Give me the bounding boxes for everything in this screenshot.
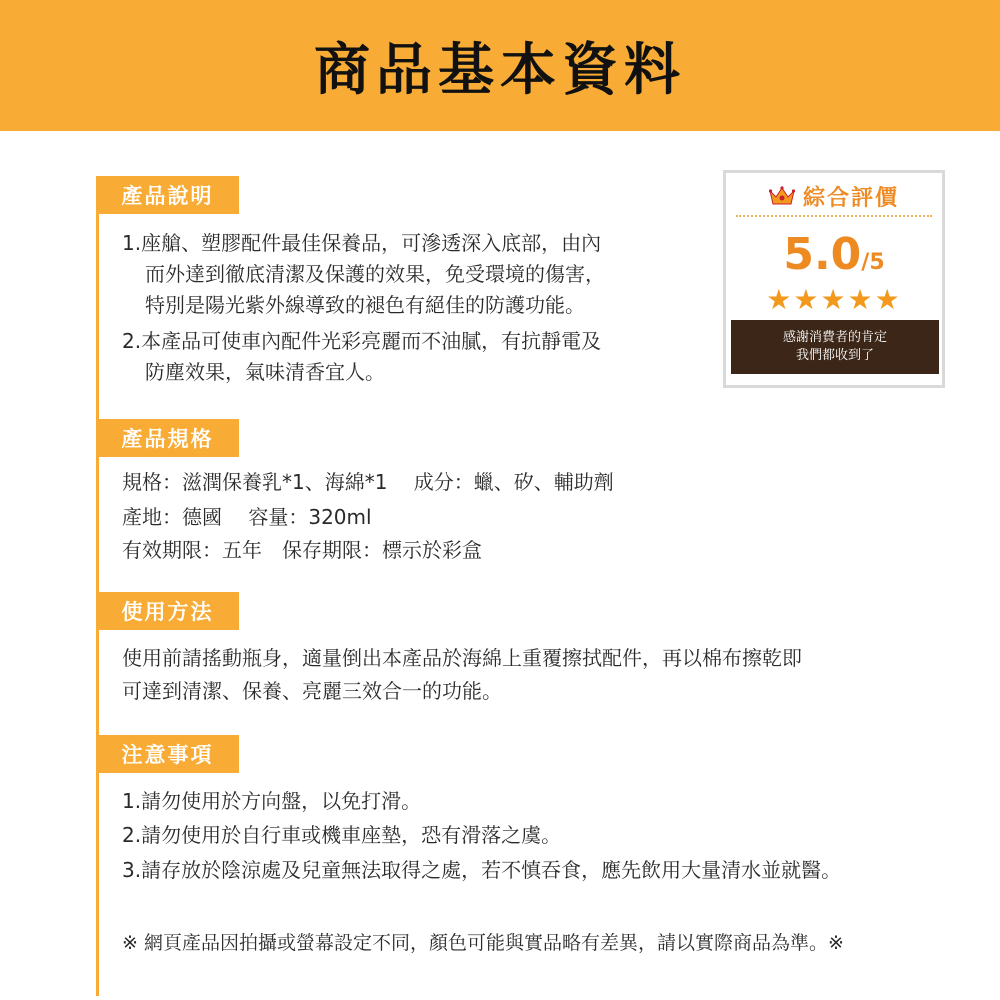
- star-icon: ★: [766, 283, 794, 316]
- rating-header: [726, 181, 942, 211]
- section-tag-usage: 使用方法: [96, 592, 239, 630]
- rating-box: [723, 170, 945, 388]
- rating-score: [726, 229, 942, 280]
- crown-icon: [769, 186, 795, 206]
- spec-line: 規格：滋潤保養乳*1、海綿*1 成分：蠟、矽、輔助劑: [122, 470, 614, 494]
- notes-line: 1.請勿使用於方向盤，以免打滑。: [122, 789, 422, 813]
- star-icon: ★: [793, 283, 821, 316]
- disclaimer: ※ 網頁產品因拍攝或螢幕設定不同，顏色可能與實品略有差異，請以實際商品為準。※: [122, 932, 844, 954]
- rating-score-max: /5: [861, 250, 885, 275]
- notes-line: 3.請存放於陰涼處及兒童無法取得之處，若不慎吞食，應先飲用大量清水並就醫。: [122, 858, 842, 882]
- description-line: 1.座艙、塑膠配件最佳保養品，可滲透深入底部，由內: [122, 231, 602, 255]
- description-line: 而外達到徹底清潔及保護的效果，免受環境的傷害，: [145, 262, 605, 286]
- page-title: 商品基本資料: [314, 37, 686, 103]
- section-tag-spec: 產品規格: [96, 419, 239, 457]
- rating-score-value: 5.0: [783, 229, 862, 280]
- usage-line: 使用前請搖動瓶身，適量倒出本產品於海綿上重覆擦拭配件，再以棉布擦乾即: [122, 646, 802, 670]
- description-line: 2.本產品可使車內配件光彩亮麗而不油膩，有抗靜電及: [122, 329, 602, 353]
- section-divider-line: [96, 176, 99, 996]
- star-icon: ★: [847, 283, 875, 316]
- description-line: 特別是陽光紫外線導致的褪色有絕佳的防護功能。: [145, 293, 585, 317]
- description-line: 防塵效果，氣味清香宜人。: [145, 360, 385, 384]
- rating-separator: [736, 215, 932, 217]
- rating-title: 綜合評價: [802, 185, 899, 211]
- star-icon: ★: [820, 283, 848, 316]
- notes-line: 2.請勿使用於自行車或機車座墊，恐有滑落之虞。: [122, 823, 562, 847]
- rating-stars: [726, 283, 942, 316]
- thanks-line: 感謝消費者的肯定: [782, 330, 887, 345]
- spec-line: 產地：德國 容量：320ml: [122, 505, 372, 529]
- spec-line: 有效期限：五年 保存期限：標示於彩盒: [122, 538, 482, 562]
- star-icon: ★: [874, 283, 902, 316]
- section-tag-notes: 注意事項: [96, 735, 239, 773]
- thanks-line: 我們都收到了: [795, 348, 874, 363]
- usage-line: 可達到清潔、保養、亮麗三效合一的功能。: [122, 679, 502, 703]
- thanks-banner: [731, 320, 939, 374]
- section-tag-description: 產品說明: [96, 176, 239, 214]
